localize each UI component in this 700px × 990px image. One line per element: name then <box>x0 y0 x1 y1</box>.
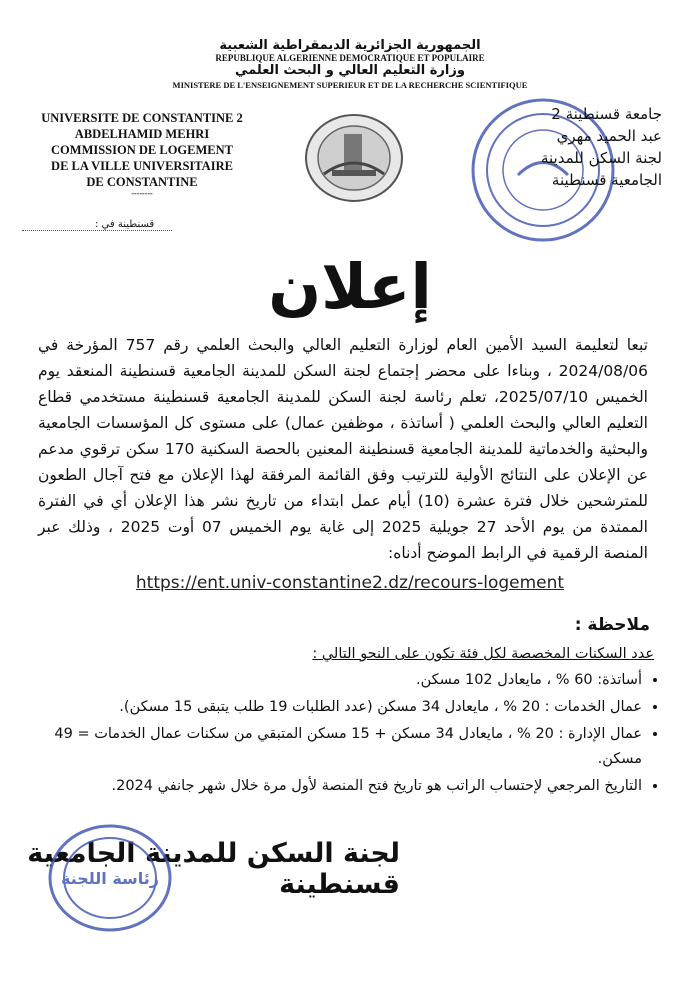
institution-line: لجنة السكن للمدينة <box>540 149 662 167</box>
header-ministry-ar: وزارة التعليم العالي و البحث العلمي <box>235 63 465 78</box>
header-republic-fr: REPUBLIQUE ALGERIENNE DEMOCRATIQUE ET POPULAIRE <box>215 53 485 63</box>
date-label: قسنطينة في : <box>95 219 155 230</box>
date-dotted-line <box>22 230 172 231</box>
header-republic-ar: الجمهورية الجزائرية الديمقراطية الشعبية <box>219 38 481 53</box>
institution-line: DE LA VILLE UNIVERSITAIRE <box>51 159 233 173</box>
header-ministry-fr: MINISTERE DE L'ENSEIGNEMENT SUPERIEUR ET DE LA RECHERCHE SCIENTIFIQUE <box>172 80 528 90</box>
institution-block-fr <box>22 110 262 198</box>
list-item: • عمال الخدمات : 20 % ، مايعادل 34 مسكن (عدد الطلبات 19 طلب يتبقى 15 مسكن). <box>42 695 642 720</box>
list-item: • عمال الإدارة : 20 % ، مايعادل 34 مسكن + 15 مسكن المتبقي من سكنات عمال الخدمات = 49 مسكن. <box>42 722 642 772</box>
university-logo <box>302 112 406 204</box>
note-intro: عدد السكنات المخصصة لكل فئة تكون على النحو التالي : <box>312 646 654 662</box>
institution-line: COMMISSION DE LOGEMENT <box>51 143 233 157</box>
announcement-title: إعلان <box>268 250 432 323</box>
institution-line: ABDELHAMID MEHRI <box>74 127 210 141</box>
institution-line: جامعة قسنطينة 2 <box>551 105 662 123</box>
institution-line: UNIVERSITE DE CONSTANTINE 2 <box>41 111 243 125</box>
note-title: ملاحظة : <box>574 615 650 635</box>
announcement-body: تبعا لتعليمة السيد الأمين العام لوزارة التعليم العالي والبحث العلمي رقم 757 المؤرخة في 2024/08/06 ، وبناءا على محضر إجتماع لجنة السكن للمدينة الجامعية قسنطينة المنعقد يوم الخميس 2025/07/10، تعلم رئاسة لجنة السكن للمدينة الجامعية قسنطينة مستخدمي قطاع التعليم العالي والبحث العلمي ( أساتذة ، موظفين عمال) على مستوى كل المؤسسات الجامعية والبحثية والخدماتية للمدينة الجامعية قسنطينة المعنين بالحصة السكنية 170 سكن ترقوي مدعم عن الإعلان على النتائج الأولية للترتيب وفق القائمة المرفقة لهذا الإعلان مع فتح آجال الطعون للمترشحين خلال فترة عشرة (10) أيام عمل ابتداء من تاريخ نشر هذا الإعلان أي في الفترة الممتدة من يوم الأحد 27 جويلية 2025 إلى غاية يوم الخميس 07 أوت 2025 ، وذلك عبر المنصة الرقمية في الرابط الموضح أدناه: <box>38 336 648 562</box>
appeal-link[interactable]: https://ent.univ-constantine2.dz/recours-logement <box>135 573 565 593</box>
list-item: • أساتذة: 60 % ، مايعادل 102 مسكن. <box>42 668 642 693</box>
institution-dash: -------- <box>131 189 153 198</box>
committee-signature: لجنة السكن للمدينة الجامعية قسنطينة <box>27 838 400 900</box>
institution-line: عبد الحميد مهري <box>556 127 662 145</box>
institution-line: DE CONSTANTINE <box>86 175 198 189</box>
institution-line: الجامعية قسنطينة <box>551 171 662 189</box>
institution-block-ar <box>472 103 662 191</box>
stamp-text: رئاسة اللجنة <box>60 869 160 888</box>
committee-stamp <box>45 822 175 934</box>
note-list <box>42 668 662 801</box>
list-item: • التاريخ المرجعي لإحتساب الراتب هو تاريخ فتح المنصة لأول مرة خلال شهر جانفي 2024. <box>42 774 642 799</box>
